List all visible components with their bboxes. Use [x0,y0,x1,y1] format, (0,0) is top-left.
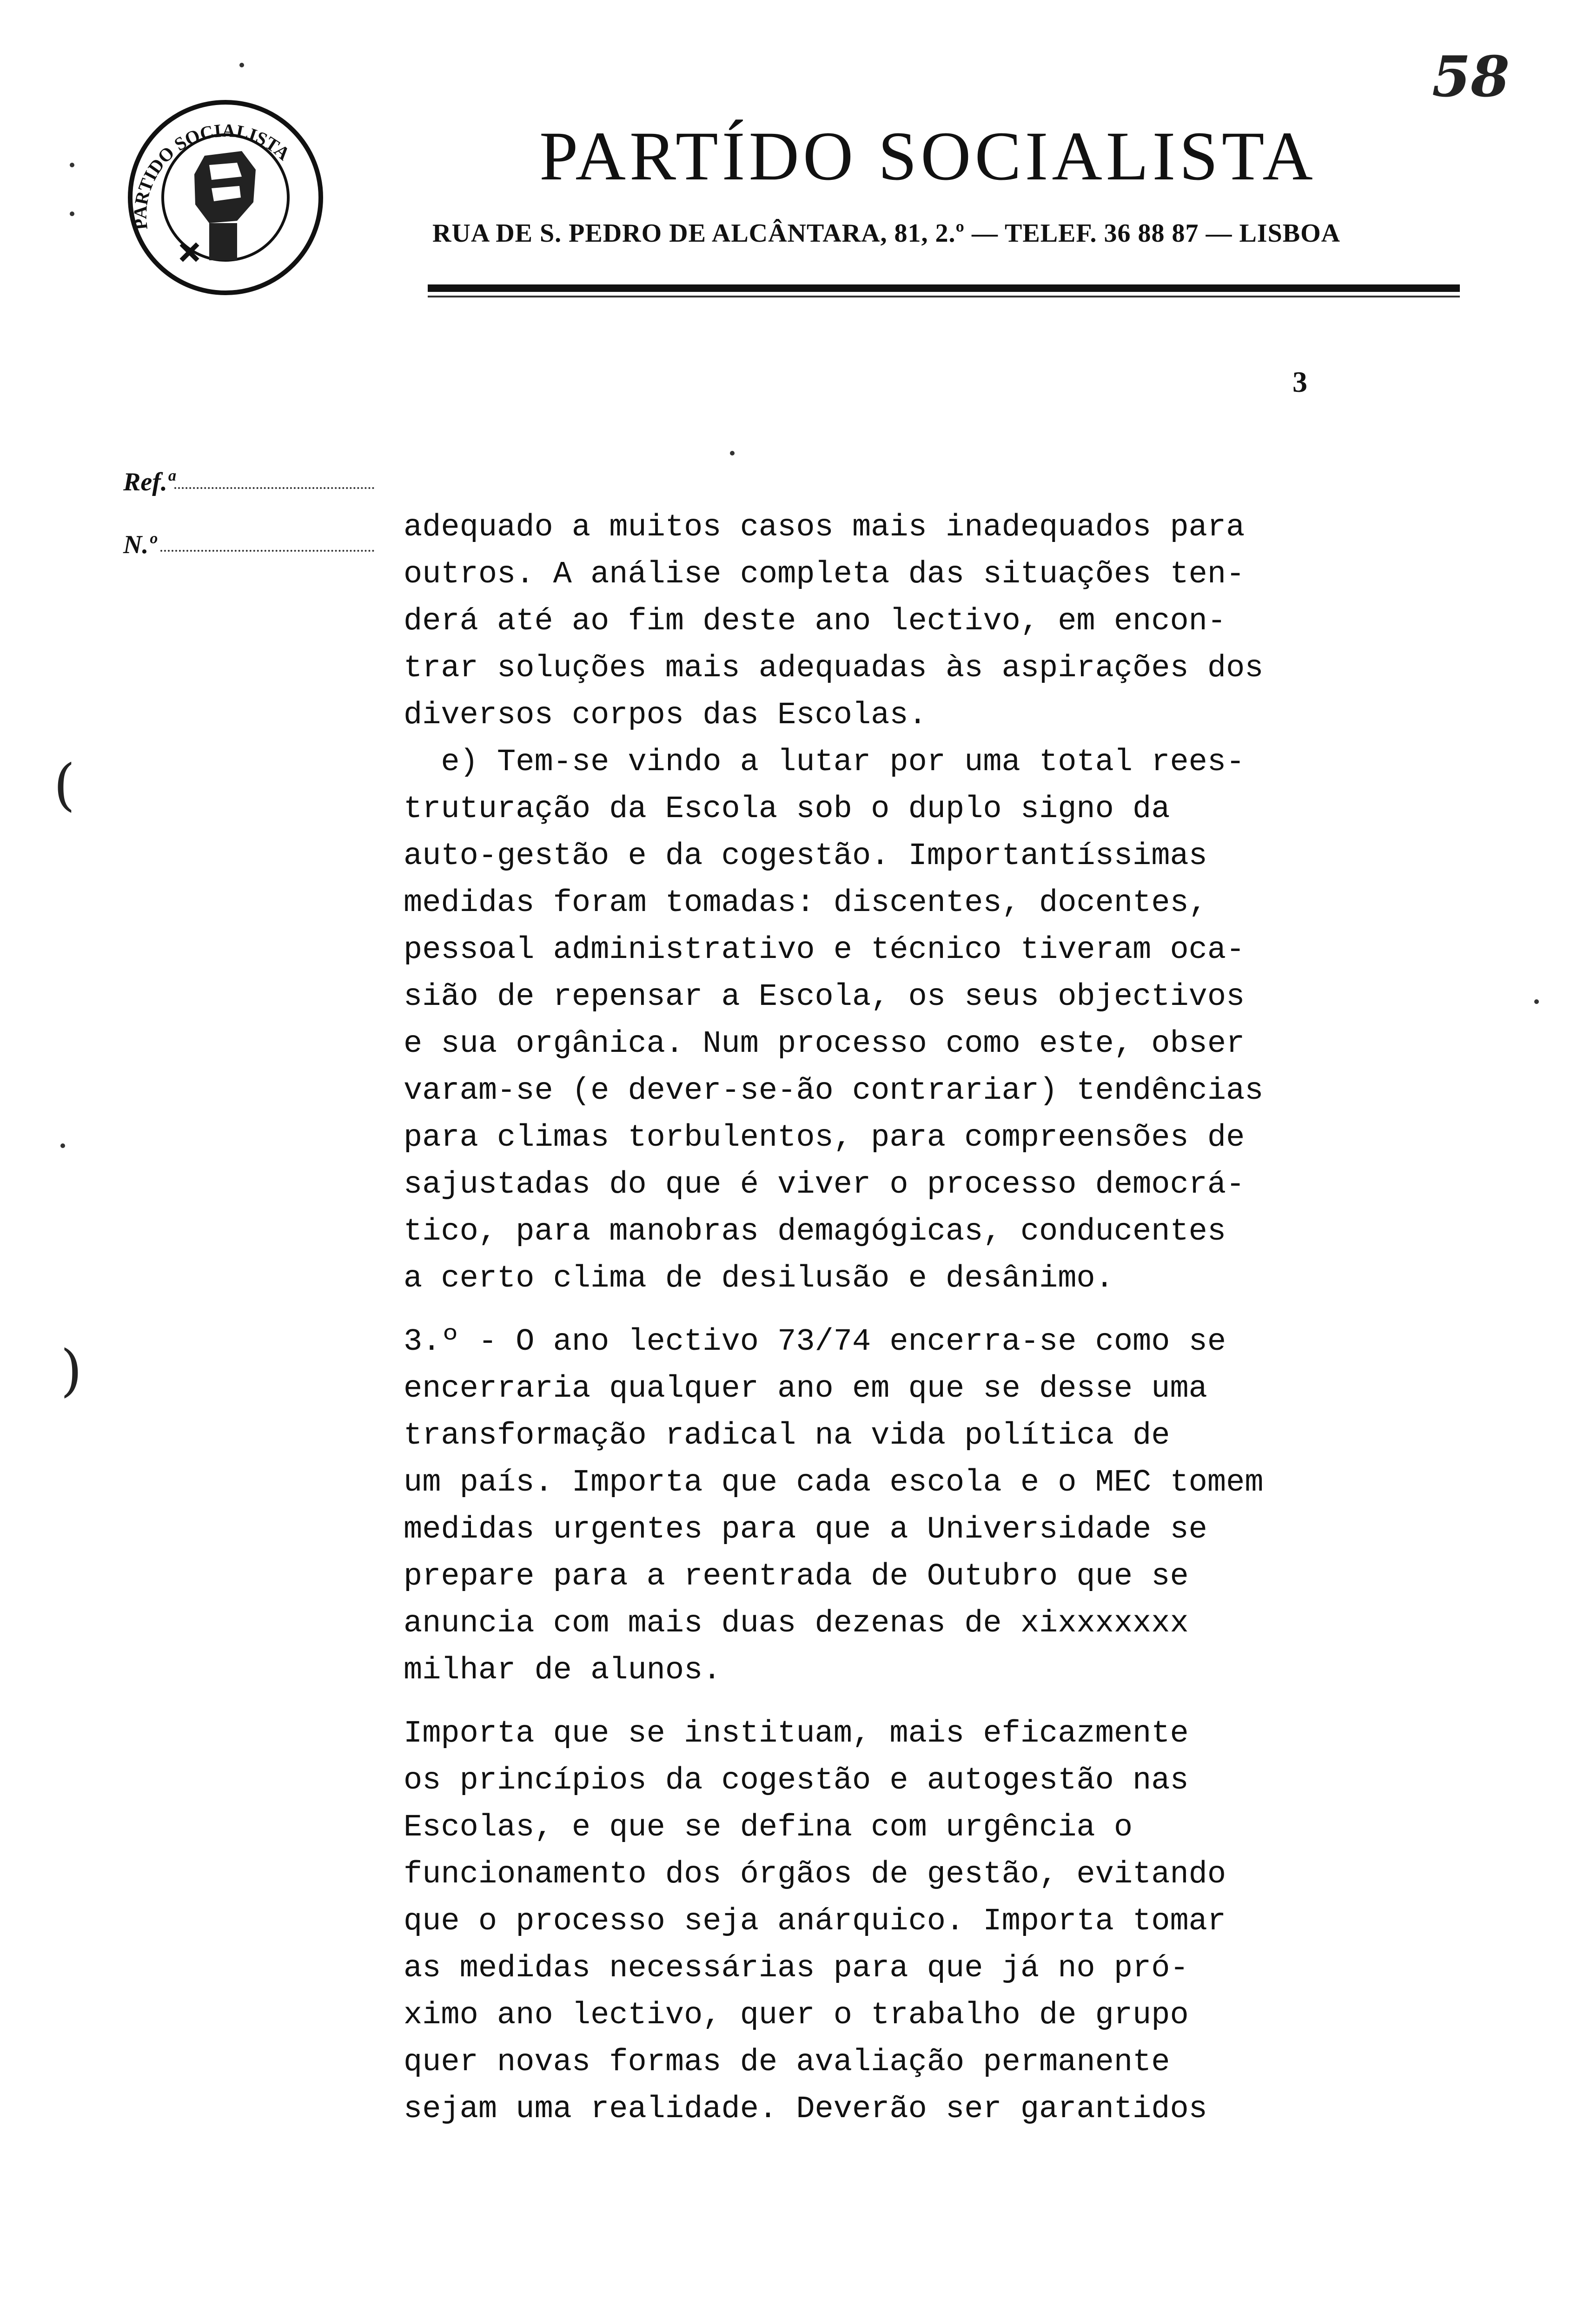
text-line: anuncia com mais duas dezenas de xixxxxxxx [404,1606,1189,1641]
text-line: as medidas necessárias para que já no pró- [404,1951,1189,1986]
paragraph [404,739,1473,1302]
paragraph [404,1710,1473,2133]
text-line: milhar de alunos. [404,1653,722,1688]
text-line: medidas urgentes para que a Universidade se [404,1512,1207,1547]
paragraph [404,1319,1473,1694]
text-line: derá até ao fim deste ano lectivo, em encon- [404,604,1226,639]
page-number: 3 [1292,365,1307,398]
text-line: ximo ano lectivo, quer o trabalho de grupo [404,1998,1189,2033]
number-label: N.º [123,530,157,559]
ref-label: Ref.ª [123,468,174,496]
text-line: sião de repensar a Escola, os seus objectivos [404,979,1245,1015]
text-line: encerraria qualquer ano em que se desse uma [404,1371,1207,1406]
fist-rose-emblem [181,151,256,260]
margin-bracket-mark: ) [60,1339,82,1403]
text-line: para climas torbulentos, para compreensões de [404,1120,1245,1155]
text-line: que o processo seja anárquico. Importa tomar [404,1904,1226,1939]
text-line: os princípios da cogestão e autogestão nas [404,1763,1189,1798]
address-line: RUA DE S. PEDRO DE ALCÂNTARA, 81, 2.º — TELEF. 36 88 87 — LISBOA [432,219,1341,248]
text-line: funcionamento dos órgãos de gestão, evitando [404,1857,1226,1892]
text-line: Importa que se instituam, mais eficazmente [404,1716,1189,1751]
header-rule-thin [428,296,1460,297]
header-rule [428,284,1460,292]
party-logo [116,95,335,300]
margin-bracket-mark: ( [53,753,75,818]
text-line: medidas foram tomadas: discentes, docentes, [404,885,1207,921]
number-line [160,550,374,552]
party-name: PARTÍDO SOCIALISTA [539,118,1317,195]
text-line: trar soluções mais adequadas às aspirações dos [404,651,1264,686]
speck [730,451,735,456]
speck [1534,999,1539,1004]
text-line: adequado a muitos casos mais inadequados para [404,510,1245,545]
text-line: transformação radical na vida política de [404,1418,1170,1453]
text-line: tico, para manobras demagógicas, conducentes [404,1214,1226,1249]
text-line: e) Tem-se vindo a lutar por uma total rees- [404,745,1245,780]
text-line: varam-se (e dever-se-ão contrariar) tendências [404,1073,1264,1109]
text-line: um país. Importa que cada escola e o MEC tomem [404,1465,1264,1500]
paragraph [404,504,1473,739]
text-line: sejam uma realidade. Deverão ser garantidos [404,2092,1207,2127]
speck [60,1143,65,1148]
text-line: Escolas, e que se defina com urgência o [404,1810,1133,1845]
text-line: a certo clima de desilusão e desânimo. [404,1261,1114,1296]
text-line: e sua orgânica. Num processo como este, obser [404,1026,1245,1062]
typed-body [404,504,1473,2133]
handwritten-page-number: 58 [1432,44,1510,110]
speck [70,163,74,167]
text-line: 3.º - O ano lectivo 73/74 encerra-se como se [404,1324,1226,1360]
text-line: outros. A análise completa das situações ten- [404,557,1245,592]
text-line: quer novas formas de avaliação permanente [404,2045,1170,2080]
text-line: diversos corpos das Escolas. [404,698,927,733]
ref-line [174,487,374,489]
text-line: truturação da Escola sob o duplo signo da [404,792,1170,827]
text-line: pessoal administrativo e técnico tiveram oca- [404,932,1245,968]
text-line: prepare para a reentrada de Outubro que se [404,1559,1189,1594]
speck [70,211,74,216]
text-line: sajustadas do que é viver o processo democrá- [404,1167,1245,1202]
speck [239,63,244,67]
logo-text: PARTIDO SOCIALISTA [129,119,294,231]
text-line: auto-gestão e da cogestão. Importantíssimas [404,838,1207,874]
